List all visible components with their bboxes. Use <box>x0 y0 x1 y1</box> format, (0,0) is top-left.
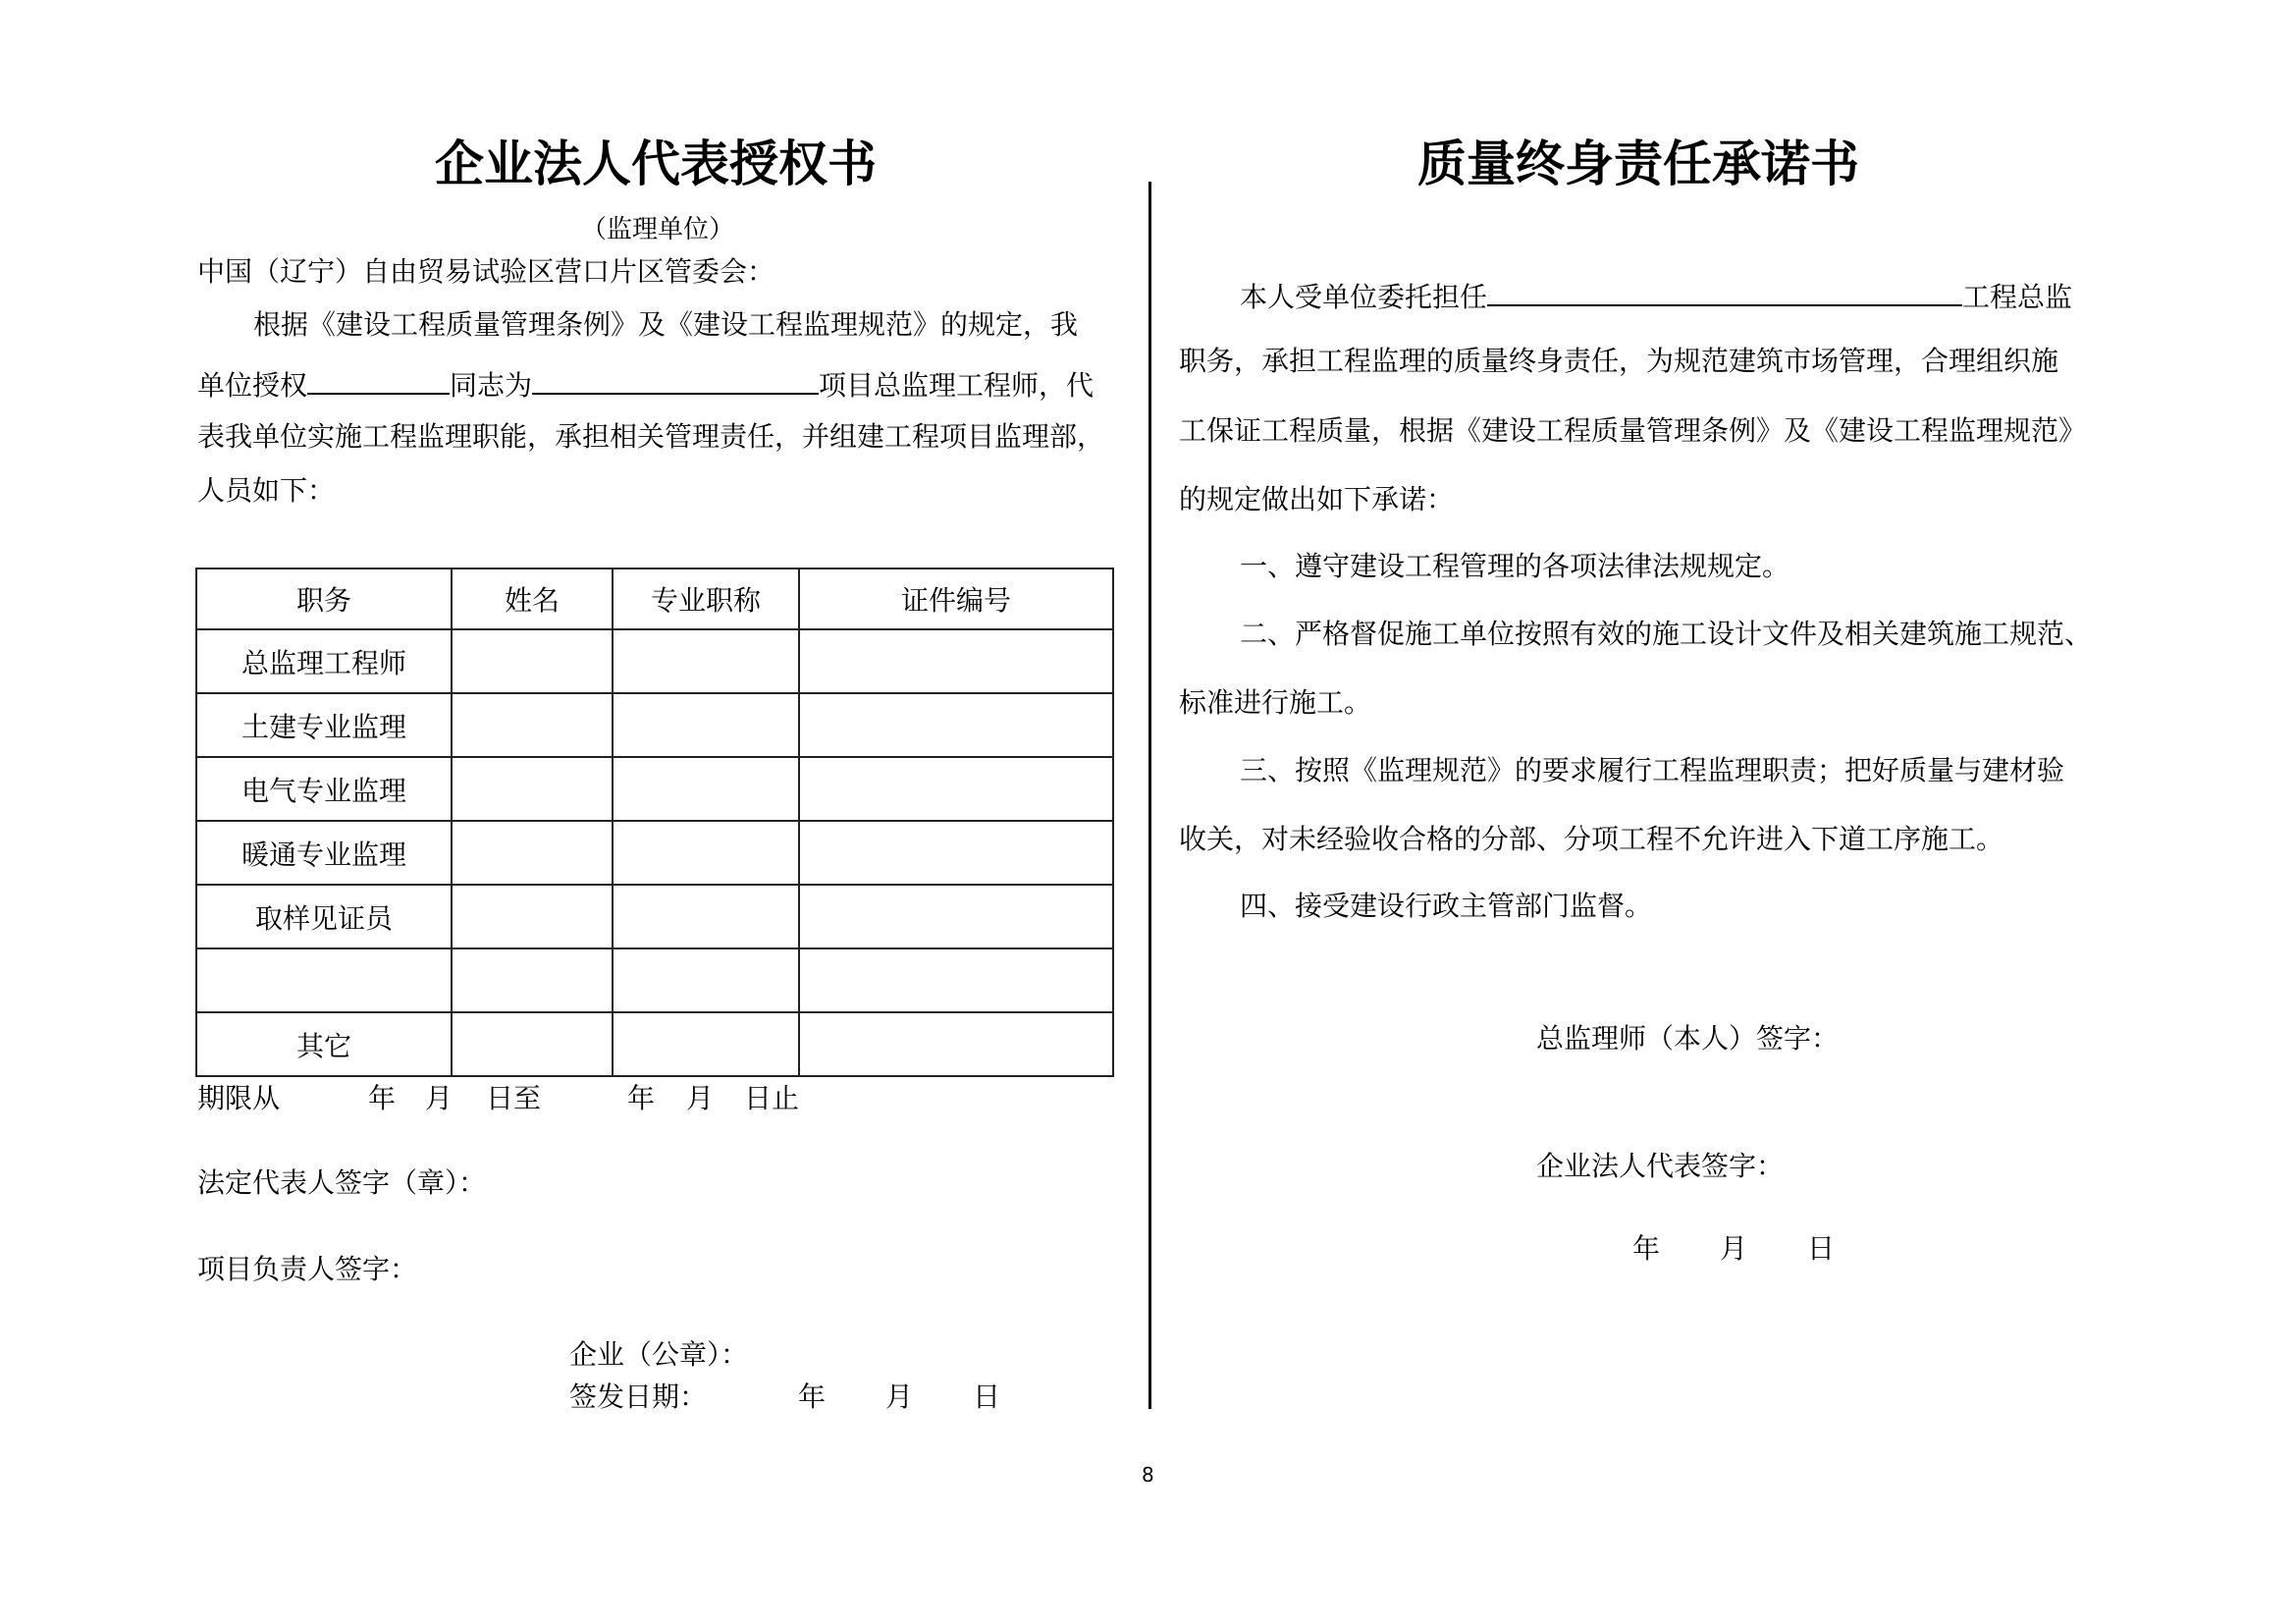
entrusted-label: 本人受单位委托担任 <box>1240 281 1488 313</box>
certificate-cell[interactable] <box>799 757 1113 821</box>
column-divider <box>1148 182 1151 1409</box>
term-month2: 月 <box>686 1082 715 1114</box>
authorization-para-line1: 根据《建设工程质量管理条例》及《建设工程监理规范》的规定，我 <box>253 308 1079 341</box>
header-title: 专业职称 <box>613 568 799 629</box>
table-row <box>196 948 1113 1012</box>
comrade-label: 同志为 <box>450 369 533 402</box>
commitment-item-2b: 标准进行施工。 <box>1179 686 1372 719</box>
issue-month: 月 <box>885 1380 914 1413</box>
commitment-item-3b: 收关，对未经验收合格的分部、分项工程不允许进入下道工序施工。 <box>1179 823 2004 855</box>
name-cell[interactable] <box>452 885 613 948</box>
authorization-para-line2 <box>197 367 1094 400</box>
table-row <box>196 629 1113 693</box>
name-cell[interactable] <box>452 821 613 885</box>
name-cell[interactable] <box>452 948 613 1012</box>
term-day-end: 日止 <box>744 1082 800 1114</box>
right-date-month: 月 <box>1720 1232 1748 1265</box>
authorized-person-field[interactable] <box>307 367 450 395</box>
title-cell[interactable] <box>613 885 799 948</box>
right-date-year: 年 <box>1632 1232 1661 1265</box>
left-subtitle: （监理单位） <box>581 215 735 244</box>
title-cell[interactable] <box>613 1012 799 1076</box>
table-header-row <box>196 568 1113 629</box>
certificate-cell[interactable] <box>799 629 1113 693</box>
project-lead-signature-label: 项目负责人签字： <box>197 1253 418 1285</box>
table-row <box>196 757 1113 821</box>
position-cell: 电气专业监理 <box>196 757 452 821</box>
position-cell: 其它 <box>196 1012 452 1076</box>
certificate-cell[interactable] <box>799 948 1113 1012</box>
authorization-para-line3: 表我单位实施工程监理职能，承担相关管理责任，并组建工程项目监理部， <box>197 420 1105 453</box>
issue-day: 日 <box>973 1380 1001 1413</box>
issue-date-label: 签发日期： <box>569 1380 708 1413</box>
chief-signature-label: 总监理师（本人）签字： <box>1536 1022 1840 1055</box>
position-cell: 总监理工程师 <box>196 629 452 693</box>
name-cell[interactable] <box>452 1012 613 1076</box>
staff-table <box>195 568 1114 1077</box>
table-row <box>196 1012 1113 1076</box>
issue-year: 年 <box>798 1380 827 1413</box>
left-title: 企业法人代表授权书 <box>435 135 877 192</box>
title-cell[interactable] <box>613 693 799 757</box>
authorize-label: 单位授权 <box>197 369 308 402</box>
right-date-day: 日 <box>1807 1232 1836 1265</box>
table-row <box>196 693 1113 757</box>
term-year2: 年 <box>627 1082 656 1114</box>
term-from-label: 期限从 <box>197 1082 281 1114</box>
name-cell[interactable] <box>452 629 613 693</box>
term-day-to: 日至 <box>486 1082 542 1114</box>
legal-rep-signature-label: 法定代表人签字（章）： <box>197 1166 487 1199</box>
commitment-item-4: 四、接受建设行政主管部门监督。 <box>1240 890 1653 922</box>
legal-rep-signature-label-right: 企业法人代表签字： <box>1536 1150 1785 1182</box>
right-title: 质量终身责任承诺书 <box>1417 135 1859 192</box>
title-cell[interactable] <box>613 821 799 885</box>
certificate-cell[interactable] <box>799 885 1113 948</box>
term-month1: 月 <box>425 1082 454 1114</box>
authorization-para-line4: 人员如下： <box>197 474 336 507</box>
position-cell: 暖通专业监理 <box>196 821 452 885</box>
commitment-line4: 的规定做出如下承诺： <box>1179 483 1455 515</box>
commitment-item-3a: 三、按照《监理规范》的要求履行工程监理职责；把好质量与建材验 <box>1240 754 2065 786</box>
header-position: 职务 <box>196 568 452 629</box>
commitment-item-2a: 二、严格督促施工单位按照有效的施工设计文件及相关建筑施工规范、 <box>1240 618 2093 650</box>
commitment-line3: 工保证工程质量，根据《建设工程质量管理条例》及《建设工程监理规范》 <box>1179 414 2087 447</box>
name-cell[interactable] <box>452 693 613 757</box>
company-seal-label: 企业（公章）： <box>569 1338 749 1371</box>
addressee: 中国（辽宁）自由贸易试验区营口片区管委会： <box>197 255 775 288</box>
title-cell[interactable] <box>613 757 799 821</box>
chief-engineer-label: 项目总监理工程师，代 <box>819 369 1095 402</box>
title-cell[interactable] <box>613 629 799 693</box>
position-cell[interactable] <box>196 948 452 1012</box>
name-cell[interactable] <box>452 757 613 821</box>
commitment-line2: 职务，承担工程监理的质量终身责任，为规范建筑市场管理，合理组织施 <box>1179 345 2059 377</box>
table-row <box>196 821 1113 885</box>
project-name-field[interactable] <box>1487 279 1962 306</box>
certificate-cell[interactable] <box>799 821 1113 885</box>
title-cell[interactable] <box>613 948 799 1012</box>
certificate-cell[interactable] <box>799 1012 1113 1076</box>
header-name: 姓名 <box>452 568 613 629</box>
chief-supervisor-label: 工程总监 <box>1962 281 2073 313</box>
term-year1: 年 <box>368 1082 397 1114</box>
commitment-item-1: 一、遵守建设工程管理的各项法律法规规定。 <box>1240 550 1790 582</box>
certificate-cell[interactable] <box>799 693 1113 757</box>
page-number: 8 <box>1142 1463 1154 1487</box>
position-cell: 土建专业监理 <box>196 693 452 757</box>
project-name-field[interactable] <box>532 367 819 395</box>
header-certificate-no: 证件编号 <box>799 568 1113 629</box>
commitment-line1 <box>1240 279 2072 311</box>
position-cell: 取样见证员 <box>196 885 452 948</box>
table-row <box>196 885 1113 948</box>
